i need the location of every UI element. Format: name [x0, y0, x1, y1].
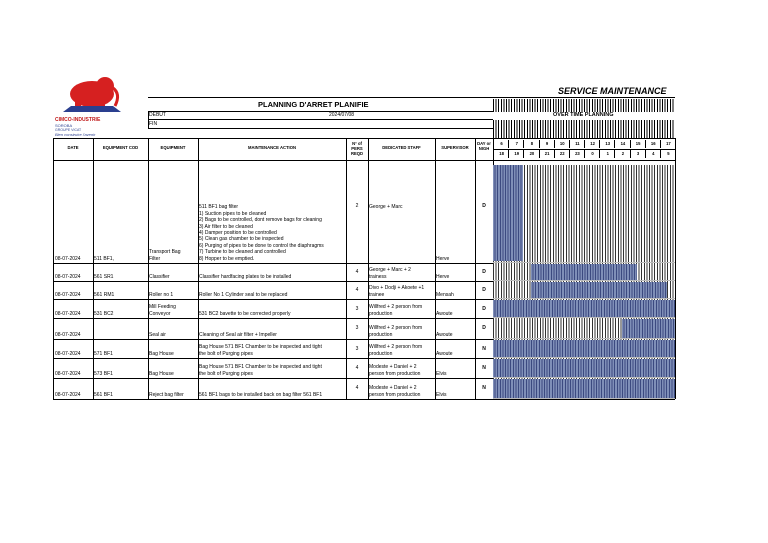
row-people	[346, 203, 368, 209]
row-equipment-code-line: 561 BF1	[94, 392, 113, 398]
row-date	[55, 274, 81, 280]
row-action-line: 531 BC2 bavette to be corrected properly	[199, 310, 291, 317]
hour-top-4: 10	[554, 140, 570, 148]
hour-bottom-7: 1	[599, 150, 615, 158]
gantt-bar	[493, 165, 523, 261]
row-people	[346, 325, 368, 331]
row-action-line: 8) Hopper to be emptied.	[199, 255, 255, 262]
row-equipment-line: Conveyor	[149, 310, 171, 317]
row-action-line: 1) Suction pipes to be cleaned	[199, 210, 267, 217]
row-people	[346, 385, 368, 391]
company-logo	[55, 74, 130, 137]
row-equipment-code-line: 531 BC2	[94, 311, 114, 317]
gantt-row-separator	[493, 298, 675, 299]
row-people	[346, 346, 368, 352]
col-header-staff: DEDICATED STAFF	[382, 145, 421, 150]
row-people	[346, 269, 368, 275]
row-equipment-code	[94, 311, 113, 317]
gantt-bar	[622, 319, 675, 338]
row-date-line: 08-07-2024	[55, 256, 81, 262]
row-people-line: 4	[355, 385, 359, 392]
row-shift	[475, 287, 493, 293]
hour-top-10: 16	[645, 140, 661, 148]
row-action-line: 6) Purging of pipes to be done to control the diaphragms	[199, 242, 324, 249]
row-equipment-code	[94, 292, 114, 298]
row-equipment-code	[94, 371, 113, 377]
row-people-line: 2	[355, 203, 359, 210]
hour-top-7: 13	[599, 140, 615, 148]
row-separator	[53, 318, 493, 319]
row-action	[199, 344, 322, 357]
logo-sub1: SOROBA	[55, 123, 73, 128]
row-staff-line: Modeste + Daniel + 2	[369, 385, 417, 392]
hour-bottom-1: 19	[508, 150, 524, 158]
row-equipment-code	[94, 274, 113, 280]
hour-top-2: 8	[523, 140, 539, 148]
row-supervisor-line: Herve	[436, 256, 450, 262]
row-date	[55, 332, 81, 338]
gantt-bar	[493, 379, 675, 398]
row-date-line: 08-07-2024	[55, 311, 81, 317]
row-shift	[475, 269, 493, 275]
row-shift-line: N	[482, 365, 486, 371]
row-people-line: 4	[355, 365, 359, 371]
row-action-line: 2) Bags to be controlled, dont remove bags for cleaning	[199, 217, 322, 224]
gantt-row-separator	[493, 338, 675, 339]
row-action-line: the bolt of Purging pipes	[199, 350, 253, 357]
row-people	[346, 365, 368, 371]
row-equipment-code-line: 561 RM1	[94, 292, 115, 298]
fin-label: FIN	[149, 121, 158, 127]
row-action-line: 3) Air filter to be cleaned	[199, 223, 253, 230]
row-people-line: 3	[355, 305, 359, 312]
gantt-row-separator	[493, 280, 675, 281]
page-title: PLANNING D'ARRET PLANIFIE	[258, 100, 369, 109]
row-action	[199, 274, 291, 280]
row-shift	[475, 325, 493, 331]
row-separator	[53, 281, 493, 282]
row-staff	[369, 267, 411, 280]
row-supervisor	[436, 371, 447, 377]
row-action-line: Cleaning of Seal air filter + Impeller	[199, 331, 277, 338]
gantt-row-separator	[493, 262, 675, 263]
row-equipment-line: Bag House	[149, 350, 174, 357]
row-staff-line: Willfred + 2 person from	[369, 344, 423, 351]
row-people-line: 4	[355, 269, 359, 276]
row-staff-line: Modeste + Daniel + 2	[369, 364, 417, 371]
col-header-action: MAINTENANCE ACTION	[248, 145, 296, 150]
hour-top-3: 9	[539, 140, 555, 148]
row-staff	[369, 325, 422, 338]
hour-bottom-4: 22	[554, 150, 570, 158]
row-equipment-line: Seal air	[149, 331, 166, 338]
row-shift-line: N	[482, 345, 486, 352]
row-supervisor	[436, 274, 449, 280]
row-staff	[369, 204, 403, 210]
gantt-row-separator	[493, 357, 675, 358]
row-date	[55, 292, 81, 298]
row-supervisor	[436, 292, 454, 298]
timeline-hours-bottom	[493, 149, 675, 159]
hour-bottom-0: 18	[493, 150, 509, 158]
row-supervisor-line: Awoute	[436, 332, 453, 338]
hour-top-9: 15	[630, 140, 646, 148]
row-date-line: 08-07-2024	[55, 274, 81, 280]
row-people	[346, 306, 368, 312]
gantt-row-separator	[493, 317, 675, 318]
row-staff-line: production	[369, 310, 393, 317]
col-header-date: DATE	[67, 145, 79, 150]
col-header-people: N° of PERS REQD	[350, 141, 364, 156]
row-equipment-code	[94, 256, 114, 262]
row-shift	[475, 365, 493, 371]
gantt-bar	[493, 340, 675, 357]
hour-bottom-2: 20	[523, 150, 539, 158]
row-action	[199, 392, 322, 398]
row-equipment	[149, 351, 174, 357]
hour-top-0: 6	[493, 140, 509, 148]
row-action	[199, 311, 290, 317]
row-supervisor	[436, 392, 447, 398]
row-people	[346, 287, 368, 293]
row-equipment	[149, 371, 174, 377]
logo-tagline: Bien construire l'avenir	[55, 132, 96, 137]
col-header-equipment: EQUIPMENT	[160, 145, 186, 150]
hour-bottom-3: 21	[539, 150, 555, 158]
row-date	[55, 256, 81, 262]
row-equipment-code-line: 561 SR1	[94, 274, 114, 280]
row-date-line: 08-07-2024	[55, 351, 81, 357]
gantt-bar	[493, 300, 675, 317]
row-equipment-code	[94, 351, 113, 357]
row-date	[55, 311, 81, 317]
row-action-line: Bag House 571 BF1 Chamber to be inspected and tight	[199, 344, 322, 351]
row-staff	[369, 385, 420, 398]
row-equipment-line: Reject bag filter	[149, 391, 184, 398]
row-staff	[369, 304, 422, 317]
row-staff-line: Willfred + 2 person from	[369, 304, 423, 311]
overtime-hatch-mid	[493, 120, 675, 138]
row-staff-line: George + Marc	[369, 204, 403, 211]
row-date-line: 08-07-2024	[55, 292, 81, 298]
row-shift-line: D	[482, 203, 486, 210]
row-people-line: 4	[355, 287, 359, 294]
row-action-line: 561 BF1 bags to be installed back on bag filter 561 BF1	[199, 391, 323, 398]
row-shift-line: D	[482, 269, 486, 276]
hour-top-1: 7	[508, 140, 524, 148]
col-header-supervisor: SUPERVISOR	[441, 145, 469, 150]
row-equipment-line: Classifier	[149, 273, 170, 280]
row-separator	[53, 263, 493, 264]
row-supervisor-line: Elvis	[436, 371, 447, 377]
row-separator	[53, 339, 493, 340]
hour-bottom-6: 0	[584, 150, 600, 158]
row-staff-line: production	[369, 350, 393, 357]
row-supervisor	[436, 332, 453, 338]
row-equipment	[149, 392, 184, 398]
row-supervisor-line: Mensah	[436, 292, 454, 298]
overtime-hatch-top	[493, 99, 675, 112]
row-action-line: Classifier hardfacing plates to be installed	[199, 273, 292, 280]
row-staff-line: George + Marc + 2	[369, 267, 411, 274]
gantt-row-separator	[493, 398, 675, 399]
row-action	[199, 364, 322, 377]
row-action-line: 4) Damper position to be controlled	[199, 230, 277, 237]
row-staff-line: person from production	[369, 391, 421, 398]
service-title: SERVICE MAINTENANCE	[558, 86, 667, 96]
row-equipment-code-line: 571 BF1	[94, 351, 113, 357]
hour-top-11: 17	[660, 140, 676, 148]
row-equipment-line: Transport Bag	[149, 249, 181, 256]
gantt-row-separator	[493, 377, 675, 378]
row-date-line: 08-07-2024	[55, 392, 81, 398]
row-separator	[53, 299, 493, 300]
row-staff-line: person from production	[369, 370, 421, 377]
row-supervisor-line: Awoute	[436, 311, 453, 317]
gantt-bar	[531, 282, 668, 298]
row-action-line: the bolt of Purging pipes	[199, 370, 253, 377]
overtime-label: OVER TIME PLANNING	[553, 112, 614, 118]
gantt-bar	[531, 264, 637, 280]
row-staff-line: Willfred + 2 person from	[369, 325, 423, 332]
row-date-line: 08-07-2024	[55, 371, 81, 377]
row-date	[55, 371, 81, 377]
row-staff	[369, 364, 420, 377]
row-equipment	[149, 274, 170, 280]
row-shift	[475, 385, 493, 391]
elephant-icon	[55, 74, 130, 112]
row-people-line: 3	[355, 345, 359, 352]
row-equipment-code	[94, 392, 113, 398]
hour-bottom-10: 4	[645, 150, 661, 158]
row-separator	[53, 378, 493, 379]
row-equipment-code-line: 573 BF1	[94, 371, 113, 377]
logo-sub2: GROUPE VICAT	[55, 128, 82, 132]
row-date-line: 08-07-2024	[55, 332, 81, 338]
row-equipment-line: Roller no 1	[149, 291, 174, 298]
row-staff-line: production	[369, 331, 393, 338]
row-action	[199, 204, 324, 262]
row-staff	[369, 285, 424, 298]
row-equipment	[149, 249, 181, 262]
hour-top-8: 14	[614, 140, 630, 148]
row-action-line: Roller No 1 Cylinder seal to be replaced	[199, 291, 288, 298]
row-shift-line: D	[482, 325, 486, 332]
row-equipment	[149, 304, 176, 317]
row-equipment	[149, 292, 173, 298]
debut-label: DEBUT	[149, 112, 166, 118]
debut-value: 2024/07/08	[329, 112, 355, 118]
row-supervisor	[436, 256, 449, 262]
row-separator	[53, 358, 493, 359]
hour-bottom-5: 23	[569, 150, 585, 158]
row-staff	[369, 344, 422, 357]
row-shift-line: N	[482, 385, 486, 392]
row-supervisor-line: Awoute	[436, 351, 453, 357]
row-action-line: 511 BF1 bag filter	[199, 204, 239, 211]
row-supervisor-line: Herve	[436, 274, 450, 280]
hour-top-6: 12	[584, 140, 600, 148]
hour-bottom-11: 5	[660, 150, 676, 158]
row-equipment-line: Bag House	[149, 370, 174, 377]
row-shift	[475, 306, 493, 312]
row-action	[199, 292, 287, 298]
row-supervisor	[436, 351, 453, 357]
row-staff-line: Divo + Dodji + Akoete +1	[369, 285, 425, 292]
hour-bottom-9: 3	[630, 150, 646, 158]
row-staff-line: trainess	[369, 273, 387, 280]
hour-top-5: 11	[569, 140, 585, 148]
timeline-hours-top	[493, 139, 675, 149]
row-equipment-line: Mill Feeding	[149, 304, 176, 311]
row-action-line: 7) Turbine to be cleaned and controlled	[199, 249, 286, 256]
row-supervisor	[436, 311, 453, 317]
row-shift-line: D	[482, 305, 486, 312]
row-supervisor-line: Elvis	[436, 392, 447, 398]
row-shift-line: D	[482, 287, 486, 294]
row-shift	[475, 346, 493, 352]
row-equipment-code-line: 511 BF1,	[94, 256, 114, 262]
row-date	[55, 392, 81, 398]
col-header-day-night: DAY or NIGH	[477, 141, 491, 151]
row-date	[55, 351, 81, 357]
row-staff-line: trainee	[369, 291, 385, 298]
row-equipment-line: Filter	[149, 255, 161, 262]
row-action	[199, 332, 277, 338]
row-action-line: Bag House 571 BF1 Chamber to be inspected and tight	[199, 364, 322, 371]
row-shift	[475, 203, 493, 209]
gantt-bar	[493, 359, 675, 377]
gantt-chart	[493, 165, 675, 399]
row-equipment	[149, 332, 166, 338]
logo-company-name: CIMCO-INDUSTRIE	[55, 117, 101, 123]
col-header-equipment-code: EQUIPMENT COD	[102, 145, 139, 150]
row-action-line: 5) Clean gas chamber to be inspected	[199, 236, 284, 243]
row-people-line: 3	[355, 325, 359, 332]
hour-bottom-8: 2	[614, 150, 630, 158]
